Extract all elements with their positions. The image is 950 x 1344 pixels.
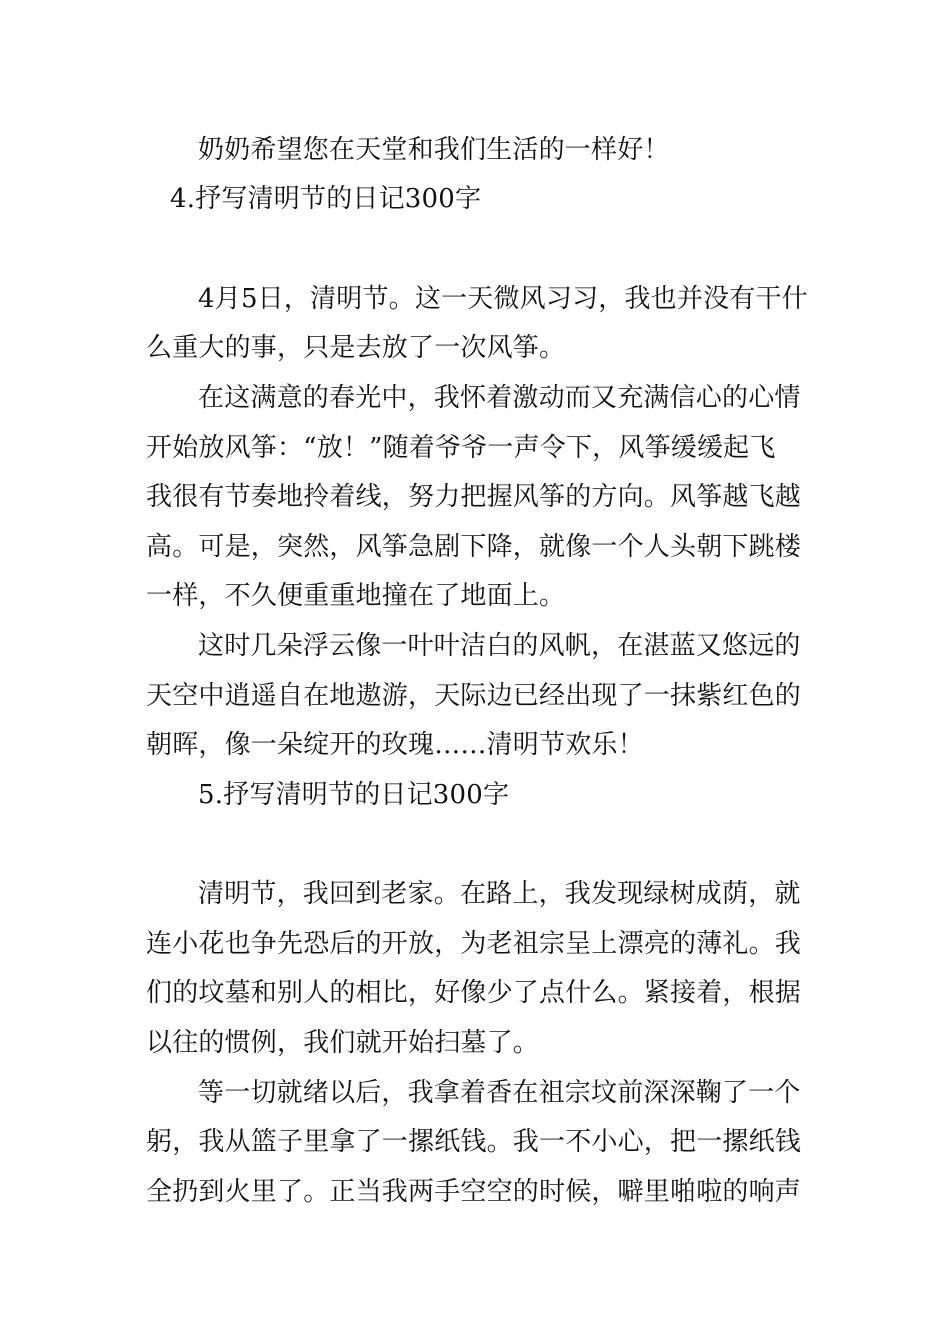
paragraph-line: 们的坟墓和别人的相比，好像少了点什么。紧接着，根据: [146, 978, 802, 1008]
paragraph-line: 躬，我从篮子里拿了一摞纸钱。我一不小心，把一摞纸钱: [146, 1127, 802, 1157]
paragraph-line: 以往的惯例，我们就开始扫墓了。: [146, 1028, 540, 1058]
paragraph-line: 天空中逍遥自在地遨游，天际边已经出现了一抹紫红色的: [146, 681, 802, 711]
paragraph-line: 等一切就绪以后，我拿着香在祖宗坟前深深鞠了一个: [198, 1078, 801, 1108]
section-heading: 4.抒写清明节的日记300字: [170, 184, 482, 214]
paragraph-line: 全扔到火里了。正当我两手空空的时候，噼里啪啦的响声: [146, 1177, 802, 1207]
paragraph-line: 奶奶希望您在天堂和我们生活的一样好！: [198, 135, 670, 165]
paragraph-line: 高。可是，突然，风筝急剧下降，就像一个人头朝下跳楼: [146, 532, 802, 562]
paragraph-line: 这时几朵浮云像一叶叶洁白的风帆，在湛蓝又悠远的: [198, 631, 801, 661]
paragraph-line: 清明节，我回到老家。在路上，我发现绿树成荫，就: [198, 879, 801, 909]
paragraph-line: 朝晖，像一朵绽开的玫瑰……清明节欢乐！: [146, 730, 644, 760]
paragraph-line: 连小花也争先恐后的开放，为老祖宗呈上漂亮的薄礼。我: [146, 929, 802, 959]
section-heading: 5.抒写清明节的日记300字: [198, 780, 510, 810]
paragraph-line: 在这满意的春光中，我怀着激动而又充满信心的心情: [198, 383, 801, 413]
paragraph-line: 我很有节奏地拎着线，努力把握风筝的方向。风筝越飞越: [146, 482, 802, 512]
paragraph-line: 4月5日，清明节。这一天微风习习，我也并没有干什: [198, 284, 808, 314]
paragraph-line: 么重大的事，只是去放了一次风筝。: [146, 333, 566, 363]
paragraph-line: 一样，不久便重重地撞在了地面上。: [146, 581, 566, 611]
paragraph-line: 开始放风筝：“放！”随着爷爷一声令下，风筝缓缓起飞: [146, 433, 776, 463]
